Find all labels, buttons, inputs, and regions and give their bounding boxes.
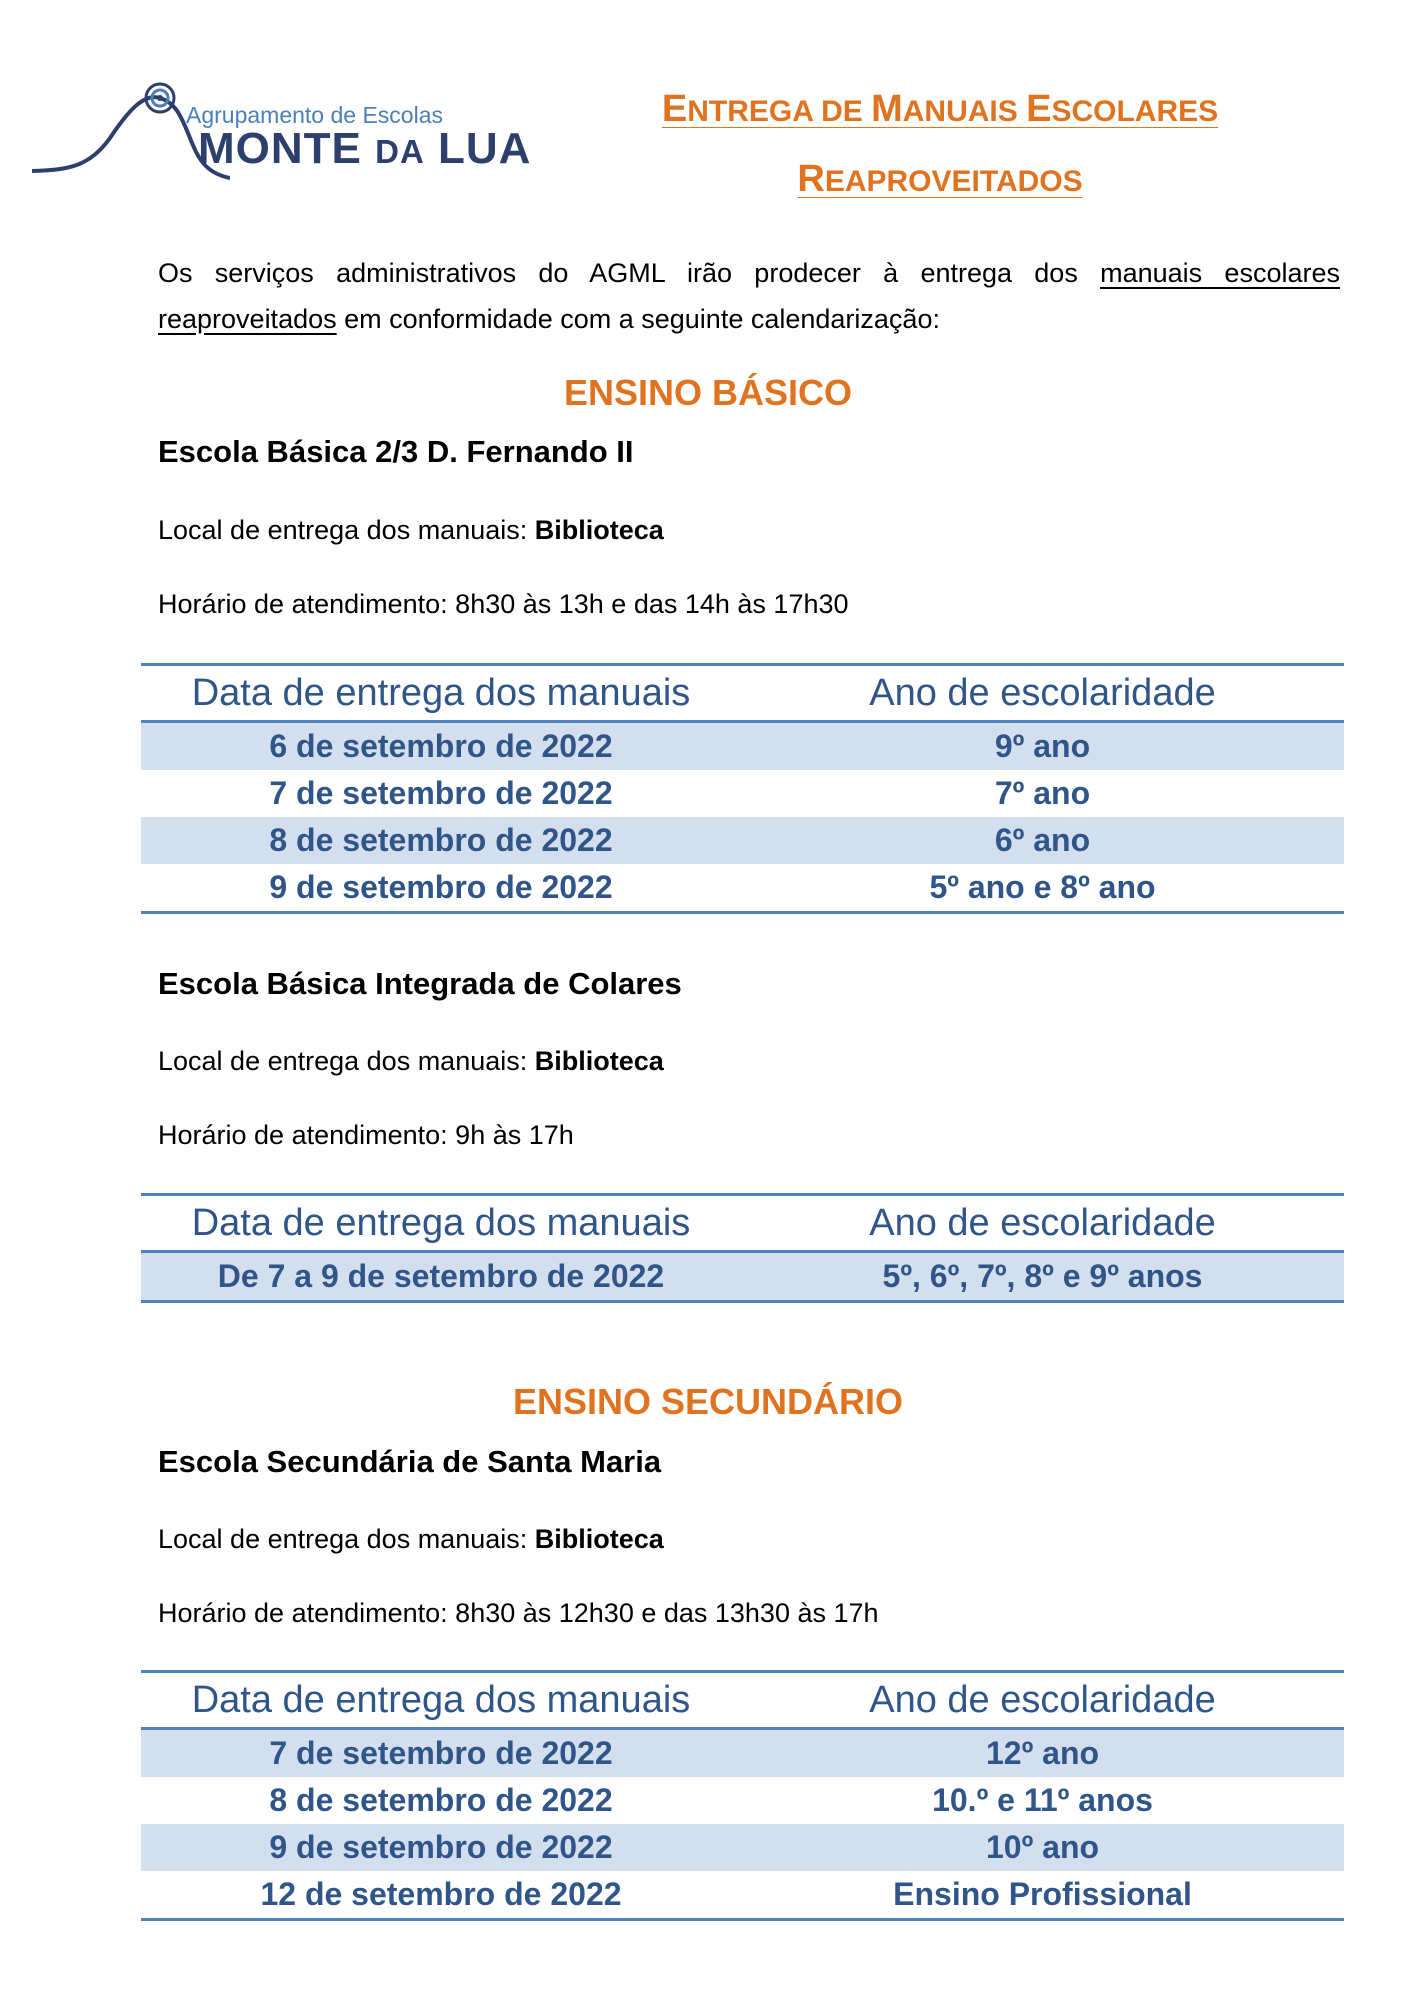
page-title-line1: ENTREGA DE MANUAIS ESCOLARES <box>661 88 1219 130</box>
section-heading-secundario: ENSINO SECUNDÁRIO <box>512 1381 904 1422</box>
table-header-row <box>141 1196 1344 1253</box>
table-header-row <box>141 1673 1344 1730</box>
logo-name: MONTE DA LUA <box>198 124 532 173</box>
page-title-line2: REAPROVEITADOS <box>797 158 1083 200</box>
table-row: 7 de setembro de 2022 7º ano <box>269 775 1091 811</box>
intro-underlined: manuais escolares reaproveitados <box>158 258 1340 334</box>
table-row: 8 de setembro de 2022 10.º e 11º anos <box>269 1782 1153 1818</box>
school-logo <box>30 78 532 188</box>
intro-paragraph: Os serviços administrativos do AGML irão prodecer à entrega dos manuais escolares reaproveitados em conformidade com a seguinte calendarização: <box>158 258 1340 334</box>
table-header-row <box>141 666 1344 723</box>
opening-hours: Horário de atendimento: 8h30 às 12h30 e das 13h30 às 17h <box>158 1598 879 1628</box>
delivery-location: Local de entrega dos manuais: Biblioteca <box>158 1046 664 1076</box>
header-date: Data de entrega dos manuais <box>191 1678 691 1721</box>
schedule-table <box>141 663 1344 914</box>
table-row: 9 de setembro de 2022 5º ano e 8º ano <box>269 869 1156 905</box>
delivery-location: Local de entrega dos manuais: Biblioteca <box>158 515 664 545</box>
table-row: 8 de setembro de 2022 6º ano <box>141 817 1344 864</box>
header-year: Ano de escolaridade <box>869 1678 1216 1721</box>
logo-subtitle: Agrupamento de Escolas <box>186 102 443 128</box>
opening-hours: Horário de atendimento: 8h30 às 13h e das 14h às 17h30 <box>158 589 849 619</box>
table-row: De 7 a 9 de setembro de 2022 5º, 6º, 7º, 8º e 9º anos <box>141 1253 1344 1300</box>
header-year: Ano de escolaridade <box>869 671 1216 714</box>
table-row: 7 de setembro de 2022 12º ano <box>141 1730 1344 1777</box>
schedule-table <box>141 1670 1344 1921</box>
opening-hours: Horário de atendimento: 9h às 17h <box>158 1120 574 1150</box>
header-date: Data de entrega dos manuais <box>191 1201 691 1244</box>
table-row: 9 de setembro de 2022 10º ano <box>141 1824 1344 1871</box>
section-heading-basico: ENSINO BÁSICO <box>563 372 853 413</box>
table-row: 12 de setembro de 2022 Ensino Profissional <box>260 1876 1192 1912</box>
delivery-location: Local de entrega dos manuais: Biblioteca <box>158 1524 664 1554</box>
schedule-table <box>141 1193 1344 1303</box>
school-name: Escola Básica 2/3 D. Fernando II <box>158 434 634 469</box>
header-year: Ano de escolaridade <box>869 1201 1216 1244</box>
school-name: Escola Secundária de Santa Maria <box>158 1444 662 1479</box>
school-name: Escola Básica Integrada de Colares <box>158 966 682 1001</box>
header-date: Data de entrega dos manuais <box>191 671 691 714</box>
table-row: 6 de setembro de 2022 9º ano <box>141 723 1344 770</box>
